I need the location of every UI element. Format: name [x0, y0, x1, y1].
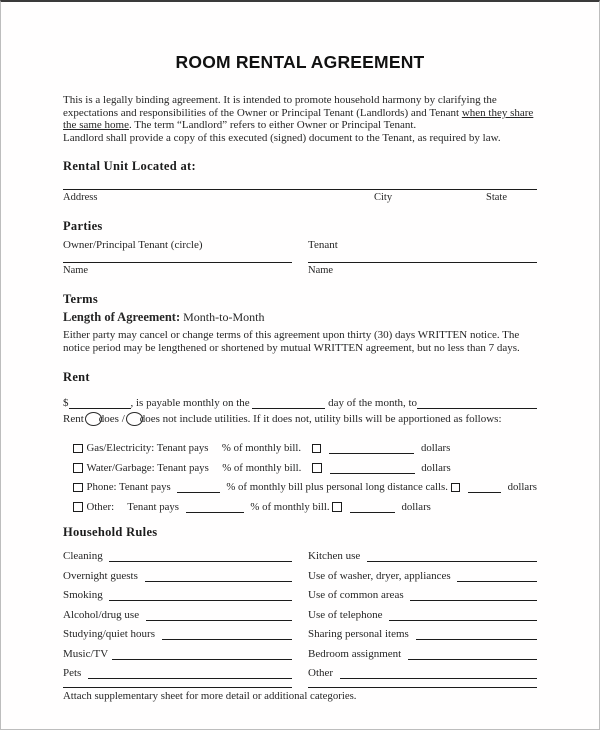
rule-blank	[145, 571, 292, 582]
rule-blank	[146, 610, 292, 621]
utility-mid-text: % of monthly bill.	[219, 461, 305, 474]
household-rules-grid	[63, 543, 537, 680]
rule-blank	[457, 571, 537, 582]
address-label: Address	[63, 192, 98, 204]
checkbox-gas-dollars-icon	[312, 444, 322, 454]
rule-row-smoking	[63, 582, 292, 602]
payable-text-1: , is payable monthly on the	[130, 396, 253, 409]
utility-row-gas-electricity	[73, 435, 537, 455]
length-of-agreement-line	[63, 310, 537, 325]
rule-label: Use of washer, dryer, appliances	[308, 569, 454, 582]
intro-underlined-phrase: when they share the same home	[63, 106, 534, 132]
rule-label: Smoking	[63, 589, 106, 602]
tenant-name-blank-line	[308, 251, 537, 263]
dollars-blank	[329, 443, 414, 454]
utility-mid-text-2: % of monthly bill.	[247, 500, 333, 513]
utility-mid-text: % of monthly bill.	[219, 442, 304, 455]
rule-label: Overnight guests	[63, 569, 141, 582]
intro-paragraph	[63, 94, 537, 144]
extra-blank-left	[63, 682, 292, 688]
checkbox-water-garbage-icon	[73, 463, 83, 473]
document-title: ROOM RENTAL AGREEMENT	[175, 52, 425, 72]
dollars-label: dollars	[504, 481, 537, 494]
intro-text-before: This is a legally binding agreement. It is intended to promote household harmony by clarifying the expectations and responsibilities of the Owner or Principal Tenant (Landlords) and Tenant	[63, 94, 497, 119]
party-name-lines	[63, 251, 537, 263]
utility-row-other	[73, 493, 537, 513]
rule-row-bedroom-assignment	[308, 640, 537, 660]
intro-text-after: . The term “Landlord” refers to either Owner or Principal Tenant.	[128, 119, 417, 132]
checkbox-water-dollars-icon	[312, 463, 322, 473]
rent-payable-line	[63, 394, 537, 409]
checkbox-other-dollars-icon	[332, 502, 342, 512]
rule-blank	[410, 590, 537, 601]
rule-label: Cleaning	[63, 550, 106, 563]
section-heading-terms: Terms	[63, 292, 99, 307]
checkbox-other-icon	[73, 502, 83, 512]
rule-row-pets	[63, 660, 292, 680]
rent-amount-blank	[69, 398, 131, 409]
percent-blank	[177, 482, 219, 493]
rule-row-music-tv	[63, 640, 292, 660]
intro-line2: Landlord shall provide a copy of this executed (signed) document to the Tenant, as required by law.	[63, 131, 501, 144]
rule-row-sharing-personal-items	[308, 621, 537, 641]
extra-blank-lines	[63, 682, 537, 688]
rule-label: Alcohol/drug use	[63, 608, 142, 621]
utility-label: Phone: Tenant pays	[86, 481, 174, 494]
checkbox-gas-electricity-icon	[73, 444, 83, 454]
rent-include-pre: Rent	[63, 412, 84, 425]
rule-blank	[389, 610, 537, 621]
rent-payee-blank	[417, 398, 537, 409]
rule-label: Pets	[63, 667, 85, 680]
section-heading-parties: Parties	[63, 219, 103, 234]
extra-blank-right	[308, 682, 537, 688]
party-name-labels	[63, 263, 537, 276]
payable-text-2: day of the month, to	[325, 396, 418, 409]
rule-row-kitchen-use	[308, 543, 537, 563]
rule-blank	[112, 649, 292, 660]
rule-blank	[408, 649, 537, 660]
utility-apportionment-rows	[63, 435, 537, 513]
rule-blank	[367, 551, 537, 562]
rule-label: Studying/quiet hours	[63, 628, 158, 641]
dollars-label: dollars	[398, 500, 431, 513]
utility-mid-text-1: Tenant pays	[124, 500, 182, 513]
rule-label: Music/TV	[63, 647, 109, 660]
dollars-blank	[468, 482, 501, 493]
rule-row-alcohol-drug-use	[63, 601, 292, 621]
rule-row-overnight-guests	[63, 562, 292, 582]
rent-utilities-option-line	[63, 411, 537, 427]
tenant-label: Tenant	[308, 239, 338, 252]
address-blank-line	[63, 174, 537, 190]
dollars-blank	[330, 463, 415, 474]
rent-include-opt1: does /	[98, 412, 125, 425]
rule-label: Bedroom assignment	[308, 647, 404, 660]
checkbox-phone-dollars-icon	[451, 483, 461, 493]
rule-label: Use of telephone	[308, 608, 386, 621]
rule-label: Sharing personal items	[308, 628, 412, 641]
utility-label: Other:	[86, 500, 117, 513]
rule-blank	[109, 590, 292, 601]
rent-include-rest: does not include utilities. If it does not, utility bills will be apportioned as follows:	[139, 412, 502, 425]
dollars-label: dollars	[418, 442, 451, 455]
rule-row-cleaning	[63, 543, 292, 563]
section-heading-rent: Rent	[63, 369, 90, 384]
terms-body-text: Either party may cancel or change terms of this agreement upon thirty (30) days WRITTEN notice. The notice period may be lengthened or shortened by mutual WRITTEN agreement, but no less than 7 days.	[63, 329, 520, 354]
rule-blank	[416, 629, 537, 640]
rule-label: Other	[308, 667, 336, 680]
section-heading-household-rules: Household Rules	[63, 524, 158, 539]
rule-blank	[88, 668, 292, 679]
rule-row-other	[308, 660, 537, 680]
owner-principal-tenant-label: Owner/Principal Tenant (circle)	[63, 239, 203, 252]
dollars-blank	[350, 502, 395, 513]
dollar-sign: $	[63, 396, 69, 409]
utility-mid-text: % of monthly bill plus personal long distance calls.	[223, 481, 451, 494]
owner-name-blank-line	[63, 251, 292, 263]
dollars-label: dollars	[418, 461, 451, 474]
section-heading-rental-unit: Rental Unit Located at:	[63, 159, 196, 174]
utility-label: Water/Garbage: Tenant pays	[86, 461, 212, 474]
city-label: City	[374, 192, 393, 204]
rule-blank	[162, 629, 292, 640]
address-labels-row	[63, 191, 537, 204]
percent-blank	[186, 502, 244, 513]
attach-sheet-note: Attach supplementary sheet for more detail or additional categories.	[63, 690, 357, 703]
owner-name-label: Name	[63, 265, 89, 277]
party-role-labels	[63, 238, 537, 251]
rule-label: Kitchen use	[308, 550, 363, 563]
tenant-name-label: Name	[308, 265, 334, 277]
rule-blank	[340, 668, 537, 679]
utility-label: Gas/Electricity: Tenant pays	[86, 442, 212, 455]
rule-row-telephone	[308, 601, 537, 621]
rule-row-washer-dryer	[308, 562, 537, 582]
rule-label: Use of common areas	[308, 589, 407, 602]
rule-blank	[109, 551, 292, 562]
checkbox-phone-icon	[73, 483, 83, 493]
rule-row-common-areas	[308, 582, 537, 602]
length-of-agreement-label: Length of Agreement:	[63, 310, 181, 325]
utility-row-water-garbage	[73, 454, 537, 474]
rent-day-blank	[252, 398, 325, 409]
state-label: State	[486, 192, 507, 204]
length-of-agreement-value: Month-to-Month	[180, 310, 265, 325]
rule-row-studying-quiet-hours	[63, 621, 292, 641]
utility-row-phone	[73, 474, 537, 494]
